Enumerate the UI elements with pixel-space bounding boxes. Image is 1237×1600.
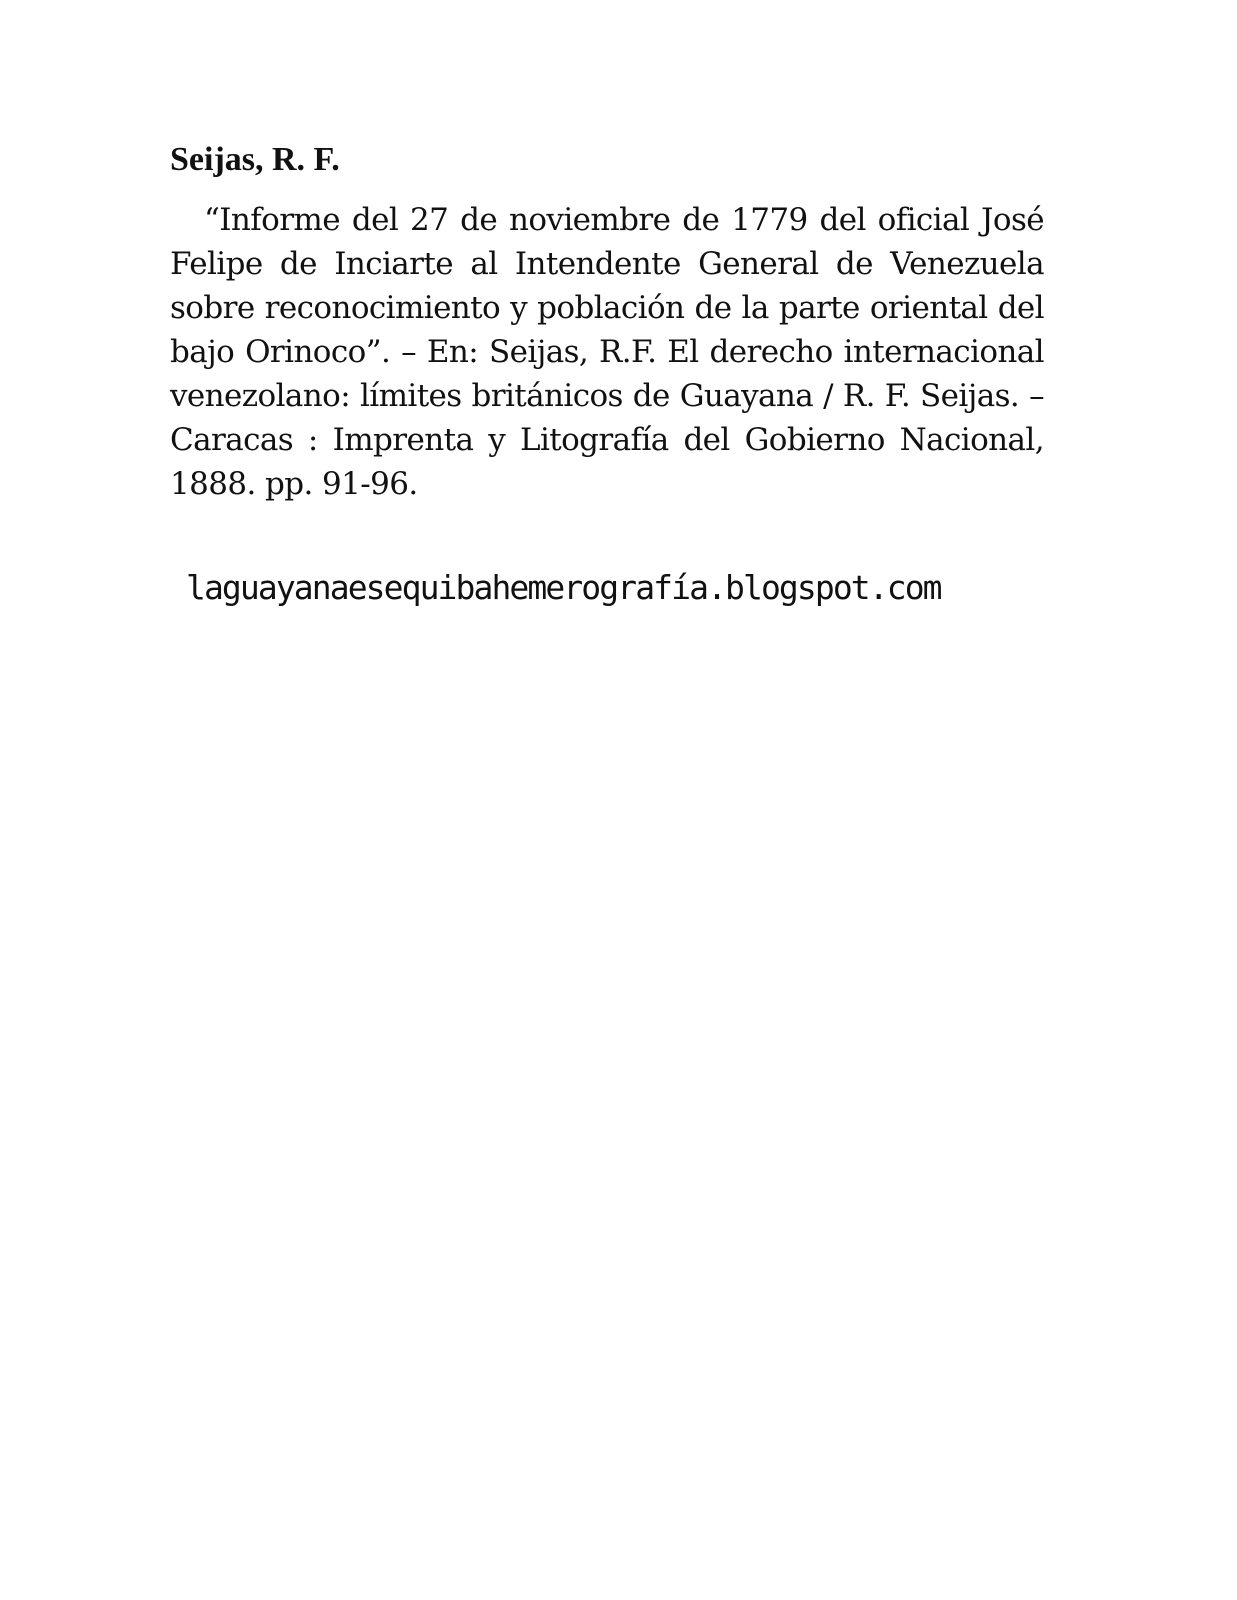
blog-url-text: laguayanaesequibahemerografía.blogspot.com — [186, 568, 941, 607]
bibliographic-citation: “Informe del 27 de noviembre de 1779 del oficial José Felipe de Inciarte al Intendente General de Venezuela sobre reconocimiento y población de la parte oriental del bajo Orinoco”. – En: Seijas, R.F. El derecho internacional venezolano: límites británicos de Guayana / R. F. Seijas. – Caracas : Imprenta y Litografía del Gobierno Nacional, 1888. pp. 91-96. — [170, 202, 1044, 502]
author-heading: Seijas, R. F. — [170, 141, 340, 178]
